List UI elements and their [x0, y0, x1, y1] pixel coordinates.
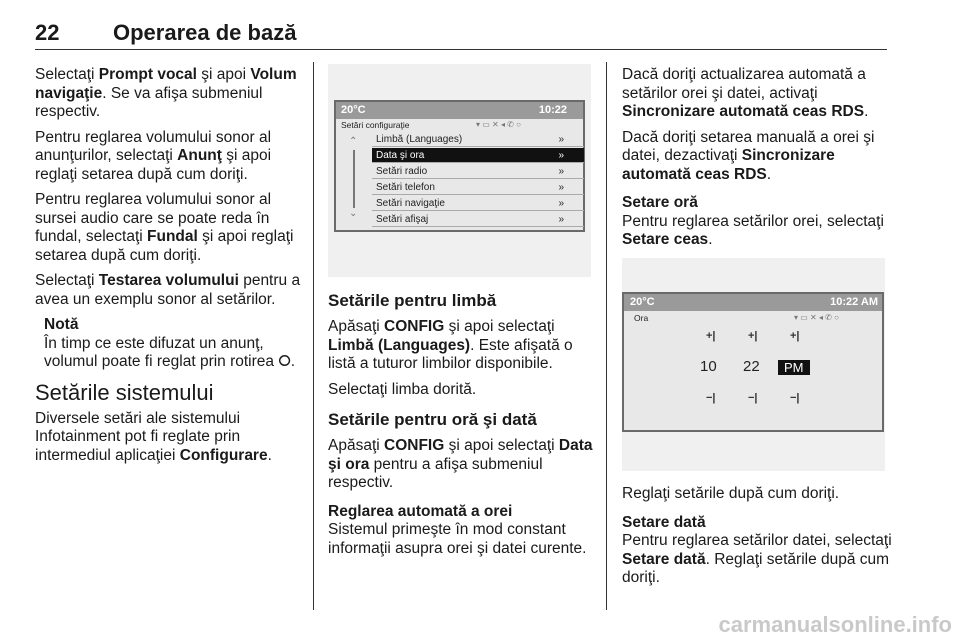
section-title-system-settings: Setările sistemului: [35, 379, 214, 405]
paragraph-config-language: Apăsaţi CONFIG şi apoi selectaţi Limbă (Languages). Este afişată o listă a tuturor limbilor disponibile.: [328, 318, 573, 372]
paragraph-auto-time: Sistemul primeşte în mod constant informaţii asupra orei şi datei curente.: [328, 521, 587, 557]
chevron-right-icon: »: [558, 134, 564, 145]
screen-subtitle: Ora: [634, 313, 649, 323]
paragraph-prompt-vocal: Selectaţi Prompt vocal şi apoi Volum navigaţie. Se va afişa submeniul respectiv.: [35, 66, 297, 120]
ampm-increase-button[interactable]: +|: [790, 330, 800, 342]
status-icons: ▾ ▭ ✕ ◂ ✆ ○: [476, 120, 521, 129]
menu-item-language[interactable]: Limbă (Languages) »: [372, 132, 584, 147]
temperature: 20°C: [630, 296, 655, 308]
heading-auto-time: Reglarea automată a orei: [328, 502, 513, 520]
chevron-right-icon: »: [558, 166, 564, 177]
chevron-right-icon: »: [558, 198, 564, 209]
menu-item-navigation[interactable]: Setări navigaţie »: [372, 196, 584, 211]
paragraph-config-date: Apăsaţi CONFIG şi apoi selectaţi Data şi ora pentru a afişa submeniul respectiv.: [328, 437, 593, 491]
chevron-right-icon: »: [558, 150, 564, 161]
note-body: În timp ce este difuzat un anunţ, volumul poate fi reglat prin rotirea ⭘.: [44, 334, 296, 370]
hour-decrease-button[interactable]: −|: [706, 392, 716, 404]
right-column-top: [622, 66, 892, 257]
settings-screenshot: [328, 64, 591, 277]
page-title: Operarea de bază: [113, 20, 297, 45]
column-divider-1: [313, 62, 314, 610]
paragraph-set-clock: Pentru reglarea setărilor orei, selectaţi Setare ceas.: [622, 212, 884, 248]
paragraph-sync-on: Dacă doriţi actualizarea automată a setărilor orei şi datei, activaţi Sincronizare automată ceas RDS.: [622, 66, 869, 120]
status-bar: [624, 294, 882, 311]
heading-set-date: Setare dată: [622, 513, 706, 531]
menu-item-date-time[interactable]: Data şi ora »: [372, 148, 584, 163]
clock: 10:22: [538, 104, 567, 116]
temperature: 20°C: [341, 104, 366, 116]
menu-item-radio[interactable]: Setări radio »: [372, 164, 584, 179]
middle-column: [328, 290, 598, 565]
header-rule: [35, 49, 887, 50]
scroll-up-icon[interactable]: ⌃: [349, 136, 358, 147]
hour-increase-button[interactable]: +|: [706, 330, 716, 342]
ampm-value: PM: [778, 360, 810, 375]
paragraph-sync-off: Dacă doriţi setarea manuală a orei şi datei, dezactivaţi Sincronizare automată ceas RDS.: [622, 128, 875, 183]
column-divider-2: [606, 62, 607, 610]
heading-time-date-settings: Setările pentru oră şi dată: [328, 410, 537, 429]
scrollbar[interactable]: [353, 150, 355, 208]
status-bar: [336, 102, 583, 119]
note-title: Notă: [44, 316, 79, 333]
clock-screen: [622, 292, 884, 432]
paragraph-configurare: Diversele setări ale sistemului Infotainment pot fi reglate prin intermediul aplicaţiei Configurare.: [35, 409, 272, 464]
minute-value: 22: [743, 358, 760, 375]
paragraph-adjust: Reglaţi setările după cum doriţi.: [622, 485, 840, 502]
status-icons: ▾ ▭ ✕ ◂ ✆ ○: [794, 313, 839, 322]
paragraph-fundal: Pentru reglarea volumului sonor al sursei audio care se poate reda în fundal, selectaţi Fundal şi apoi reglaţi setarea după cum doriţi.: [35, 191, 294, 264]
menu-item-display[interactable]: Setări afişaj »: [372, 212, 584, 227]
minute-increase-button[interactable]: +|: [748, 330, 758, 342]
minute-decrease-button[interactable]: −|: [748, 392, 758, 404]
hour-value: 10: [700, 358, 717, 375]
page-number: 22: [35, 20, 60, 45]
heading-language-settings: Setările pentru limbă: [328, 291, 497, 310]
settings-screen: [334, 100, 585, 232]
chevron-right-icon: »: [558, 182, 564, 193]
left-column: [35, 66, 303, 472]
paragraph-anunt: Pentru reglarea volumului sonor al anunţurilor, selectaţi Anunţ şi apoi reglaţi setarea după cum doriţi.: [35, 128, 272, 183]
right-column-bottom: [622, 485, 892, 595]
paragraph-set-date: Pentru reglarea setărilor datei, selectaţi Setare dată. Reglaţi setările după cum doriţi.: [622, 532, 892, 586]
menu-item-phone[interactable]: Setări telefon »: [372, 180, 584, 195]
screen-subtitle: Setări configuraţie: [341, 120, 410, 130]
ampm-decrease-button[interactable]: −|: [790, 392, 800, 404]
paragraph-select-language: Selectaţi limba dorită.: [328, 380, 477, 398]
paragraph-testare: Selectaţi Testarea volumului pentru a avea un exemplu sonor al setărilor.: [35, 272, 301, 308]
watermark: carmanualsonline.info: [718, 612, 952, 637]
scroll-down-icon[interactable]: ⌄: [349, 208, 358, 219]
chevron-right-icon: »: [558, 214, 564, 225]
clock-screenshot: [622, 258, 885, 471]
clock: 10:22 AM: [830, 296, 878, 308]
heading-set-time: Setare oră: [622, 194, 698, 211]
